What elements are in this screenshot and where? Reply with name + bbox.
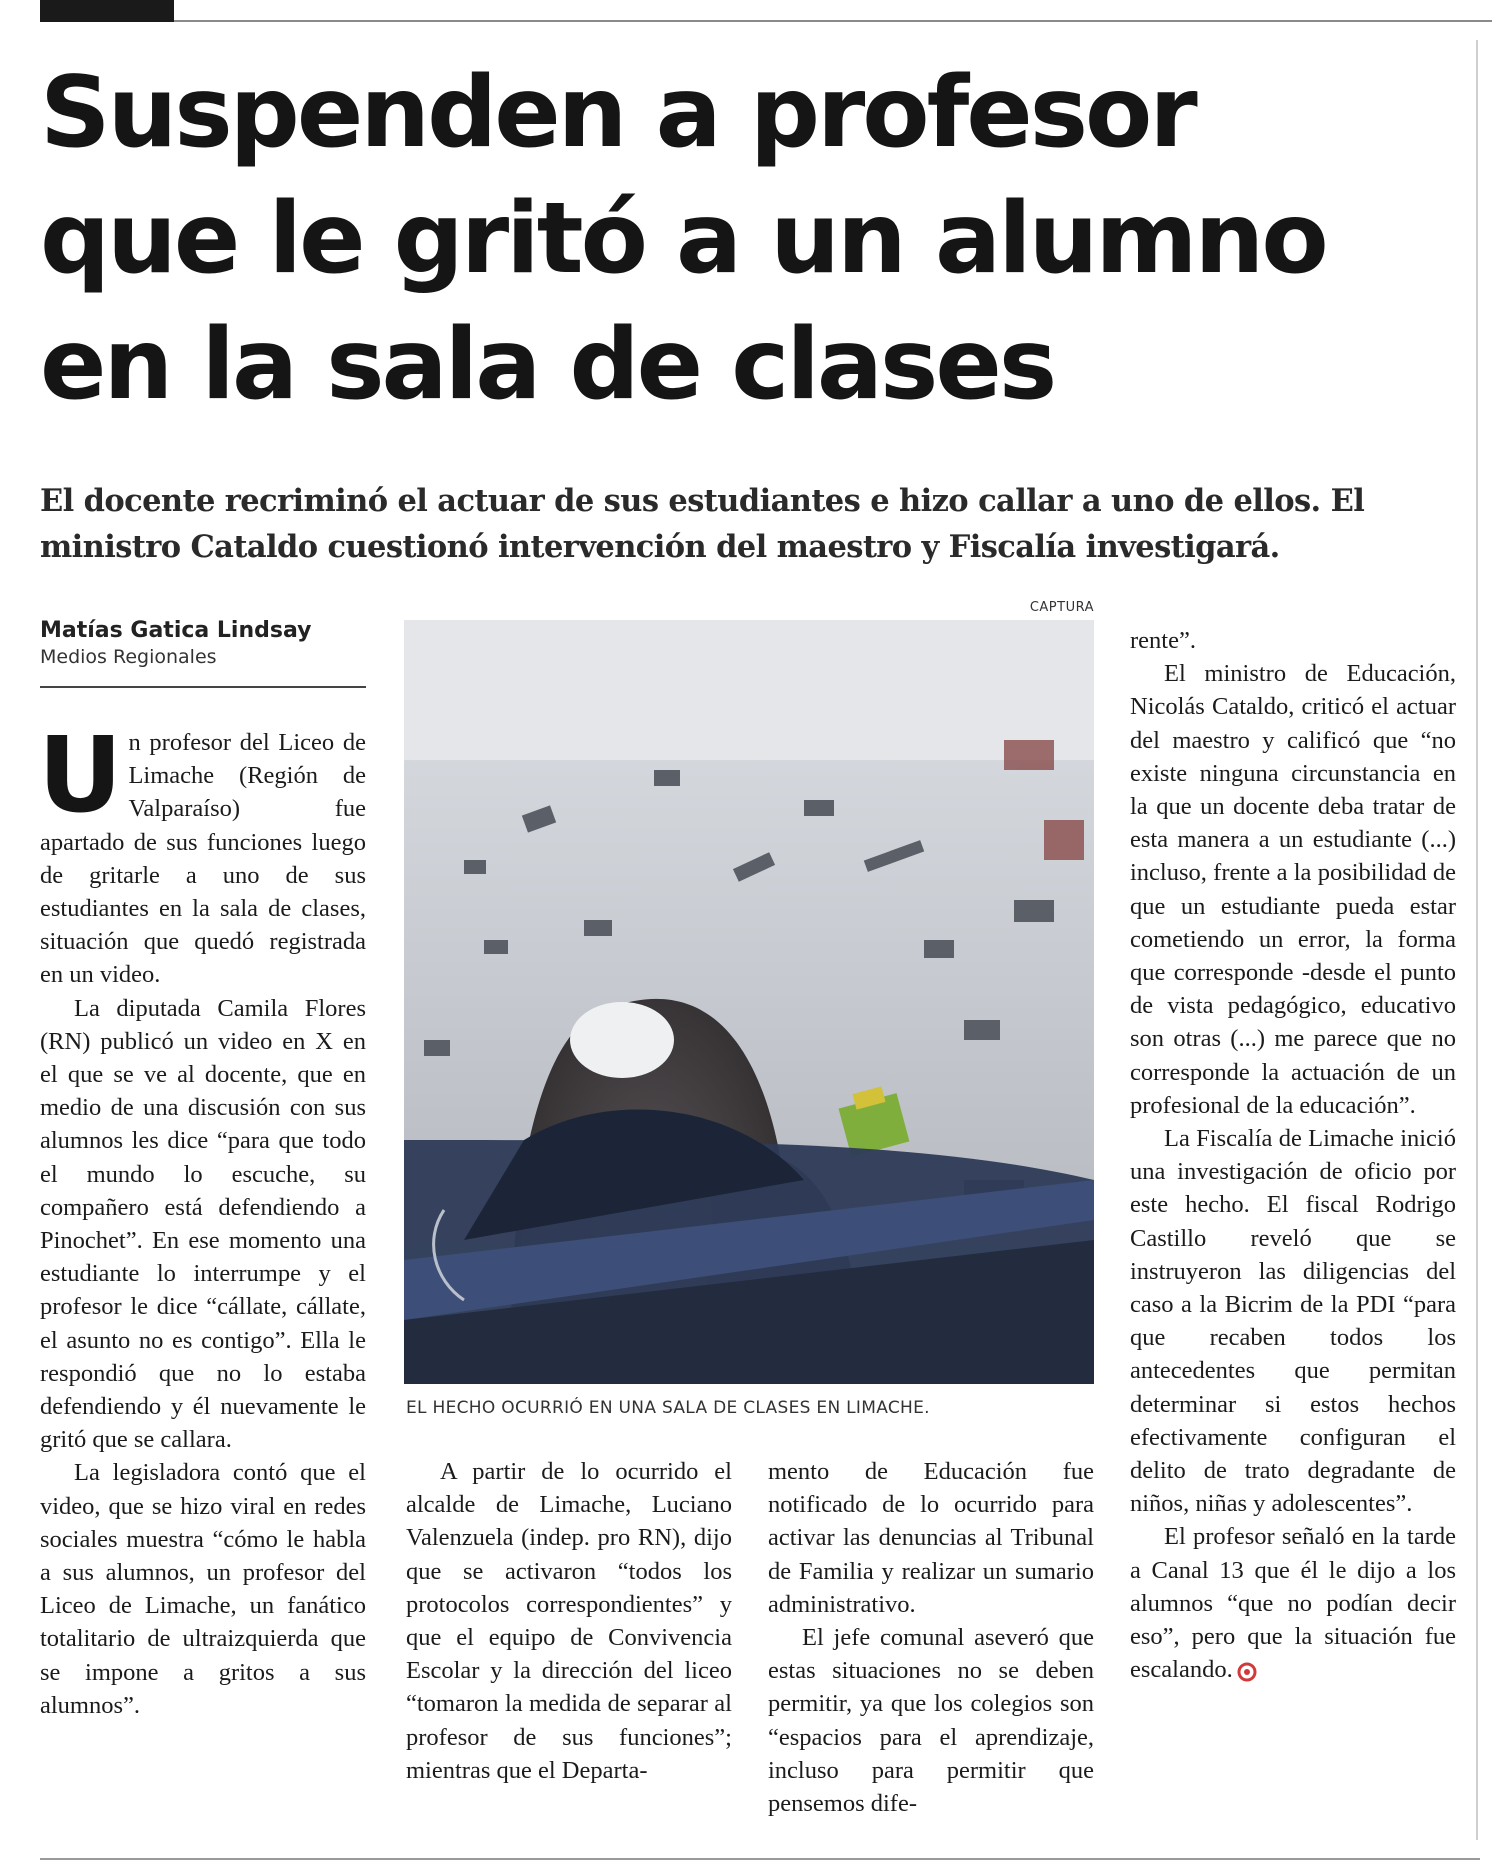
headline-line: Suspenden a profesor	[40, 56, 1195, 170]
photo-credit: CAPTURA	[1029, 600, 1094, 615]
subtitle	[40, 478, 1460, 570]
author-name: Matías Gatica Lindsay	[40, 618, 312, 643]
section-bar	[40, 0, 174, 22]
drop-cap: U	[38, 714, 123, 836]
paragraph-text: n profesor del Liceo de Limache (Región de Valparaíso) fue apartado de sus funciones luego de gritarle a uno de sus estudiantes en la sala de clases, situación que quedó registrada en un video.	[40, 729, 366, 989]
photo-caption: EL HECHO OCURRIÓ EN UNA SALA DE CLASES EN LIMACHE.	[406, 1398, 930, 1418]
paragraph-text: El profesor señaló en la tarde a Canal 13 que él le dijo a los alumnos “que no podían decir eso”, pero que la situación fue escalando.	[1130, 1523, 1456, 1684]
page-edge-rule	[1476, 40, 1478, 1840]
paragraph: mento de Educación fue notificado de lo ocurrido para activar las denuncias al Tribunal de Familia y realizar un sumario administrativo.	[768, 1458, 1094, 1618]
paragraph: La diputada Camila Flores (RN) publicó un video en X en el que se ve al docente, que en medio de una discusión con sus alumnos les dice “para que todo el mundo lo escuche, su compañero está defendiendo a Pinochet”. En ese momento una estudiante lo interrumpe y el profesor le dice “cállate, cállate, el asunto no es contigo”. Ella le respondió que no lo estaba defendiendo y él nuevamente le gritó que se callara.	[40, 994, 366, 1454]
paragraph	[38, 714, 366, 992]
column-3	[768, 1455, 1094, 1820]
byline-rule	[40, 686, 366, 688]
end-of-article-icon	[1237, 1662, 1257, 1682]
top-rule	[174, 20, 1492, 22]
paragraph: El ministro de Educación, Nicolás Cataldo, criticó el actuar del maestro y calificó que “no existe ninguna circunstancia en la que un docente deba tratar de esta manera a un estudiante (...) incluso, frente a la posibilidad de que un estudiante pueda estar cometiendo un error, la forma que corresponde -desde el punto de vista pedagógico, educativo son otras (...) me parece que no corresponde la actuación de un profesional de la educación”.	[1130, 660, 1456, 1119]
subtitle-line: ministro Cataldo cuestionó intervención del maestro y Fiscalía investigará.	[40, 529, 1280, 565]
paragraph: La legisladora contó que el video, que se hizo viral en redes sociales muestra “cómo le habla a sus alumnos, un profesor del Liceo de Limache, un fanático totalitario de ultraizquierda que se impone a gritos a sus alumnos”.	[40, 1459, 366, 1719]
column-4	[1130, 624, 1456, 1687]
paragraph: La Fiscalía de Limache inició una investigación de oficio por este hecho. El fiscal Rodrigo Castillo reveló que se instruyeron las diligencias del caso a la Bicrim de la PDI “para que recaben todos los antecedentes que permitan determinar si estos hechos efectivamente configuran el delito de trato degradante de niños, niñas y adolescentes”.	[1130, 1125, 1456, 1518]
author-organization: Medios Regionales	[40, 646, 217, 668]
headline-line: en la sala de clases	[40, 308, 1055, 422]
headline	[40, 50, 1460, 428]
article-photo	[404, 620, 1094, 1384]
paragraph: rente”.	[1130, 627, 1196, 654]
subtitle-line: El docente recriminó el actuar de sus estudiantes e hizo callar a uno de ellos. El	[40, 483, 1365, 519]
column-1	[38, 714, 366, 1722]
paragraph: El jefe comunal aseveró que estas situaciones no se deben permitir, ya que los colegios son “espacios para el aprendizaje, incluso para permitir que pensemos dife-	[768, 1624, 1094, 1818]
paragraph	[1130, 1520, 1456, 1686]
headline-line: que le gritó a un alumno	[40, 182, 1326, 296]
paragraph: A partir de lo ocurrido el alcalde de Limache, Luciano Valenzuela (indep. pro RN), dijo que se activaron “todos los protocolos correspondientes” y que el equipo de Convivencia Escolar y la dirección del liceo “tomaron la medida de separar al profesor de sus funciones”; mientras que el Departa-	[406, 1458, 732, 1784]
column-2	[406, 1455, 732, 1787]
bottom-rule	[40, 1858, 1480, 1860]
